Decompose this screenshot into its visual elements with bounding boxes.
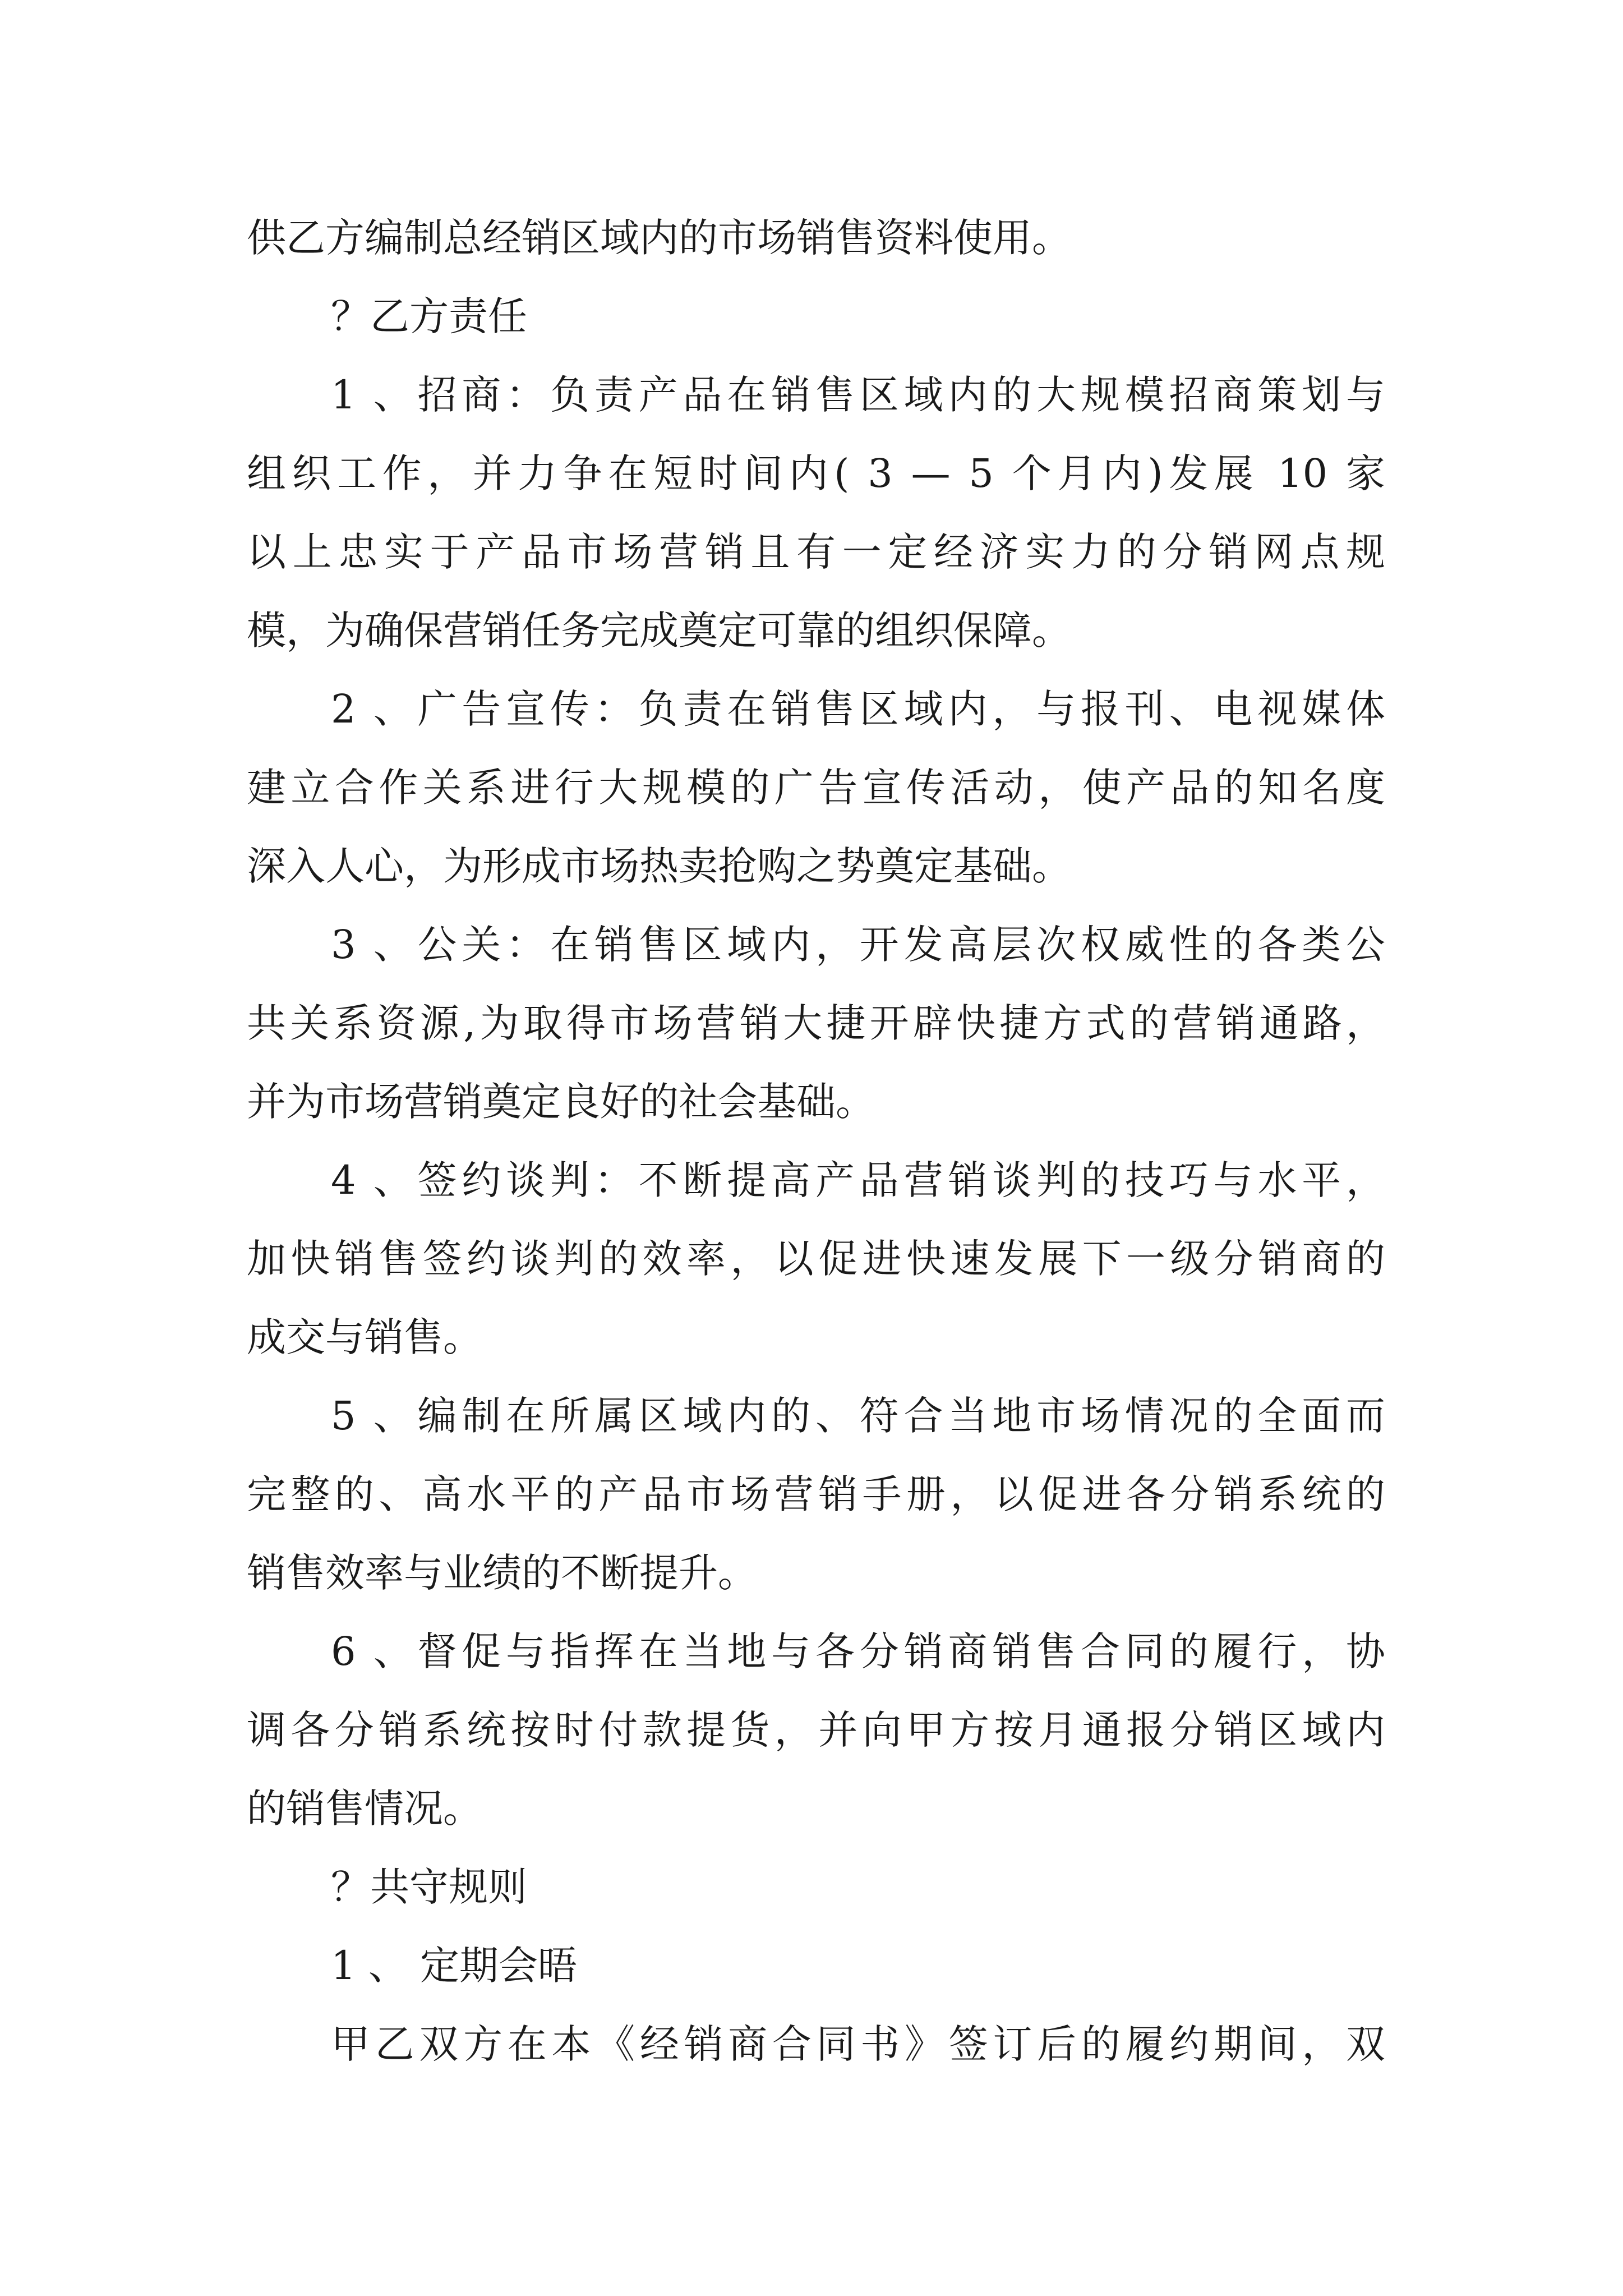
text-line: 4 、签约谈判：不断提高产品营销谈判的技巧与水平， [331,1157,1385,1203]
text-line: 6 、督促与指挥在当地与各分销商销售合同的履行，协 [331,1628,1385,1674]
text-line: 组织工作，并力争在短时间内( 3 — 5 个月内)发展 10 家 [247,450,1385,496]
subsection-heading: 1 、 定期会晤 [331,1943,578,1989]
text-line: 2 、广告宣传：负责在销售区域内，与报刊、电视媒体 [331,686,1385,732]
text-line: 的销售情况。 [247,1786,482,1832]
text-line: 销售效率与业绩的不断提升。 [247,1550,757,1596]
text-line: 完整的、高水平的产品市场营销手册，以促进各分销系统的 [247,1471,1385,1517]
text-line: 甲乙双方在本《经销商合同书》签订后的履约期间，双 [331,2021,1385,2067]
text-line: 供乙方编制总经销区域内的市场销售资料使用。 [247,215,1071,261]
text-line: 模，为确保营销任务完成奠定可靠的组织保障。 [247,608,1071,654]
text-line: 1 、招商：负责产品在销售区域内的大规模招商策划与 [331,372,1385,418]
text-line: 3 、公关：在销售区域内，开发高层次权威性的各类公 [331,922,1385,968]
text-line: 5 、编制在所属区域内的、符合当地市场情况的全面而 [331,1393,1385,1439]
text-line: 以上忠实于产品市场营销且有一定经济实力的分销网点规 [247,529,1385,575]
section-heading: ？共守规则 [331,1864,527,1910]
text-line: 深入人心，为形成市场热卖抢购之势奠定基础。 [247,843,1071,889]
text-line: 共关系资源,为取得市场营销大捷开辟快捷方式的营销通路， [247,1000,1385,1046]
text-line: 并为市场营销奠定良好的社会基础。 [247,1079,875,1125]
text-line: 加快销售签约谈判的效率，以促进快速发展下一级分销商的 [247,1236,1385,1282]
text-line: 建立合作关系进行大规模的广告宣传活动，使产品的知名度 [247,765,1385,811]
text-line: 成交与销售。 [247,1314,482,1360]
text-line: 调各分销系统按时付款提货，并向甲方按月通报分销区域内 [247,1707,1385,1753]
section-heading: ？乙方责任 [331,293,527,339]
